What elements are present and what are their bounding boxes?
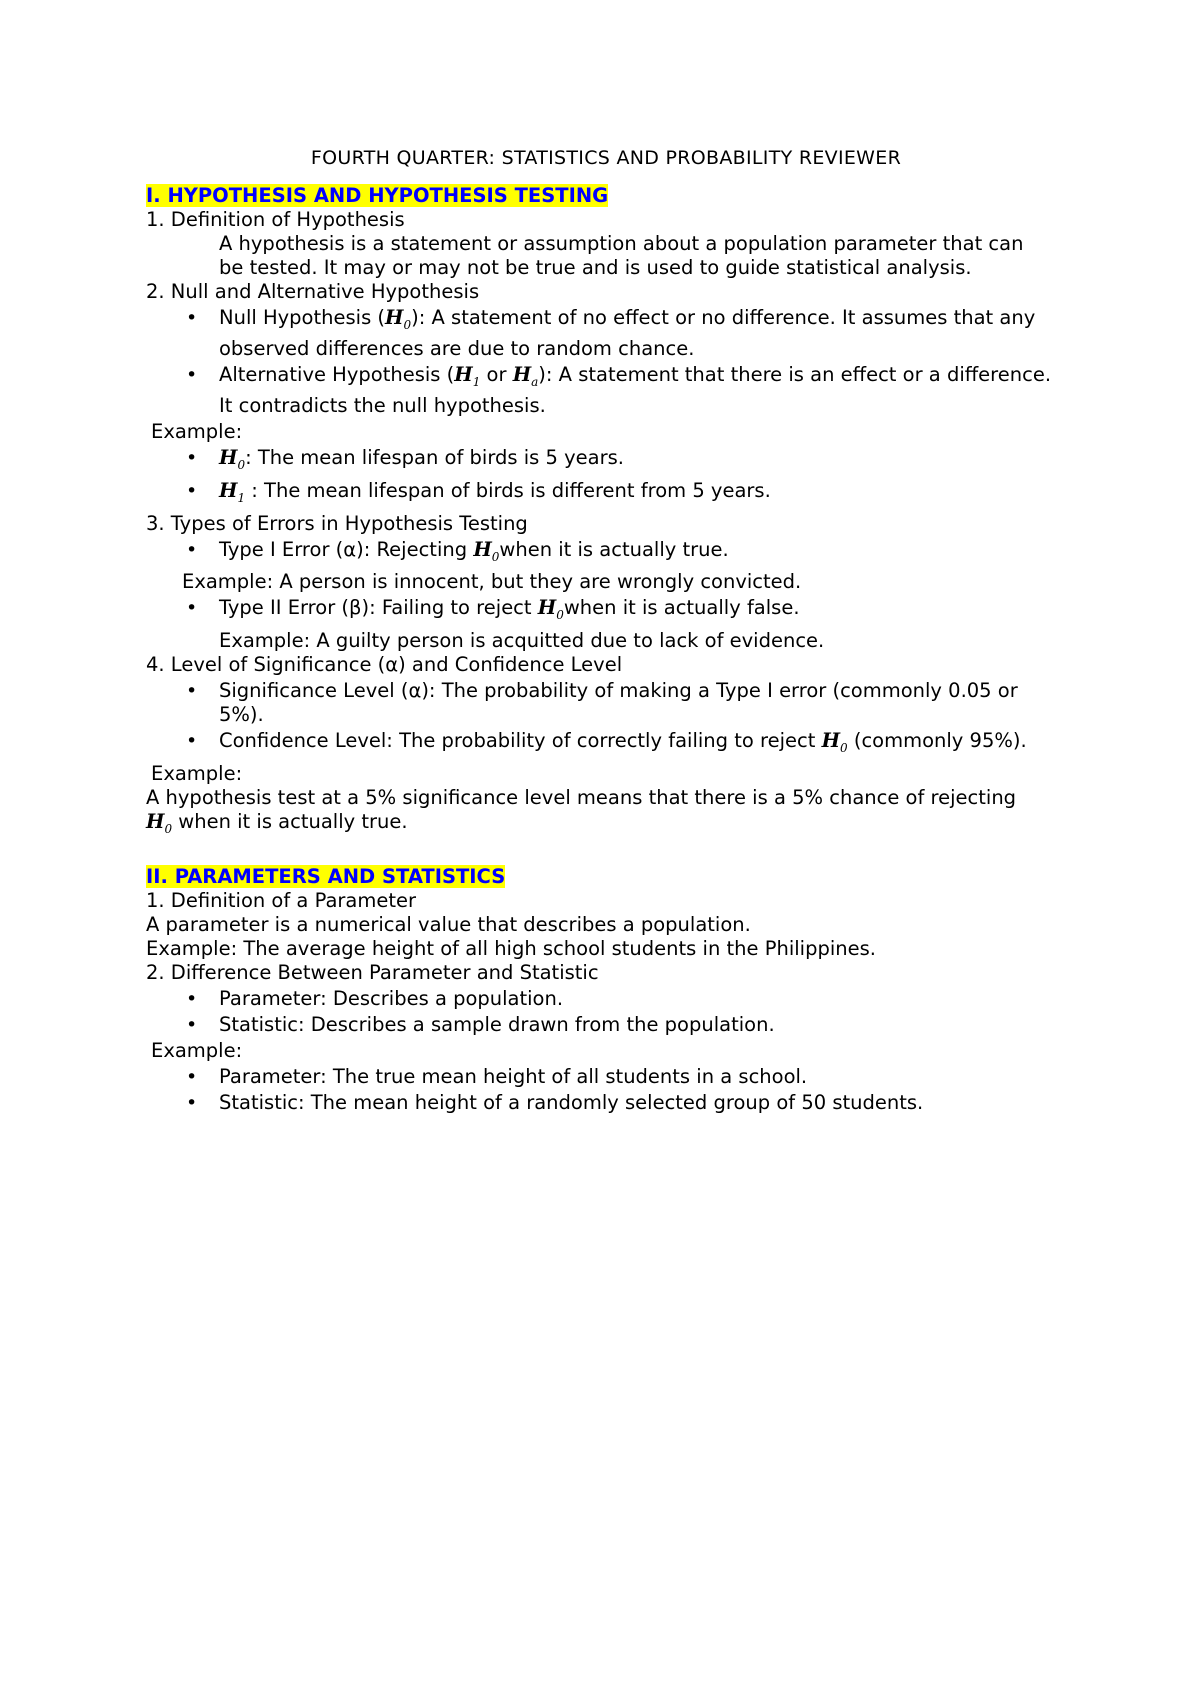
type1-example: Example: A person is innocent, but they are wrongly convicted. xyxy=(182,570,802,594)
parameter-definition-text: A parameter is a numerical value that describes a population. xyxy=(146,913,751,937)
significance-title: 4. Level of Significance (α) and Confidence Level xyxy=(146,653,623,677)
list-item-significance-level: • Significance Level (α): The probability of making a Type I error (commonly 0.05 or 5%). xyxy=(146,679,1066,727)
math-h0: $H_0$ xyxy=(219,445,246,472)
list-item: • Statistic: Describes a sample drawn from the population. xyxy=(146,1013,1066,1037)
error-types-list-2 xyxy=(146,596,1066,627)
math-h1: $H_1$ xyxy=(454,362,481,389)
parameter-definition-example: Example: The average height of all high school students in the Philippines. xyxy=(146,937,876,961)
errors-title: 3. Types of Errors in Hypothesis Testing xyxy=(146,511,528,535)
difference-title: 2. Difference Between Parameter and Statistic xyxy=(146,961,599,985)
document-content xyxy=(146,146,1066,1117)
list-item: • Parameter: Describes a population. xyxy=(146,987,1066,1011)
list-item-confidence-level: • Confidence Level: The probability of correctly failing to reject $H_0$ (commonly 95%). xyxy=(146,729,1066,760)
section-heading-hypothesis: I. HYPOTHESIS AND HYPOTHESIS TESTING xyxy=(146,184,609,207)
math-h0: $H_0$ xyxy=(385,306,412,332)
list-item-type2-error: • Type II Error (β): Failing to reject $H_0when$ it is actually false. xyxy=(146,596,1066,627)
significance-example-label: Example: xyxy=(151,762,243,786)
page-title: FOURTH QUARTER: STATISTICS AND PROBABILITY REVIEWER xyxy=(310,147,902,169)
list-item-type1-error: • Type I Error (α): Rejecting $H_0when$ it is actually true. xyxy=(146,538,1066,569)
significance-list xyxy=(146,679,1066,760)
parameters-example-list xyxy=(146,1065,1066,1115)
math-h0: $H_0$ xyxy=(473,537,500,564)
math-ha: $H_a$ xyxy=(512,362,539,389)
example-label: Example: xyxy=(151,419,243,443)
math-h0: $H_0$ xyxy=(537,596,564,623)
definition-hypothesis-line1: A hypothesis is a statement or assumption about a population parameter that can xyxy=(219,232,1024,255)
definition-hypothesis-line2: be tested. It may or may not be true and is used to guide statistical analysis. xyxy=(219,256,972,279)
error-types-list-1 xyxy=(146,538,1066,569)
section-heading-parameters: II. PARAMETERS AND STATISTICS xyxy=(146,865,506,889)
list-item: • Statistic: The mean height of a randomly selected group of 50 students. xyxy=(146,1091,1066,1115)
hypothesis-types-list xyxy=(146,306,1066,418)
list-item-example-h1: • $H_1$ : The mean lifespan of birds is different from 5 years. xyxy=(146,479,1066,510)
math-h0: $H_0$ xyxy=(821,729,848,756)
difference-list xyxy=(146,987,1066,1037)
math-h1: $H_1$ xyxy=(219,478,246,505)
math-h0: $H_0$ xyxy=(146,810,173,837)
null-alternative-title: 2. Null and Alternative Hypothesis xyxy=(146,280,480,303)
significance-example-line1: A hypothesis test at a 5% significance level means that there is a 5% chance of rejecting xyxy=(146,786,1017,810)
section-gap xyxy=(146,841,1066,865)
list-item: • Parameter: The true mean height of all students in a school. xyxy=(146,1065,1066,1089)
list-item-example-h0: • $H_0$: The mean lifespan of birds is 5 years. xyxy=(146,446,1066,477)
hypothesis-example-list xyxy=(146,446,1066,510)
list-item-null-hypothesis: • Null Hypothesis $(H_0)$: A statement of no effect or no difference. It assumes that any observed differences are due to random chance. xyxy=(146,306,1066,361)
type2-example: Example: A guilty person is acquitted due to lack of evidence. xyxy=(219,629,825,653)
parameter-definition-title: 1. Definition of a Parameter xyxy=(146,889,417,913)
significance-example-line2: $H_0$ when it is actually true. xyxy=(146,810,408,837)
list-item-alternative-hypothesis: • Alternative Hypothesis ($H_1$ or $H_a$): A statement that there is an effect or a difference. It contradicts the null hypothesis. xyxy=(146,363,1066,418)
definition-hypothesis-title: 1. Definition of Hypothesis xyxy=(146,208,405,231)
parameters-example-label: Example: xyxy=(151,1039,243,1063)
